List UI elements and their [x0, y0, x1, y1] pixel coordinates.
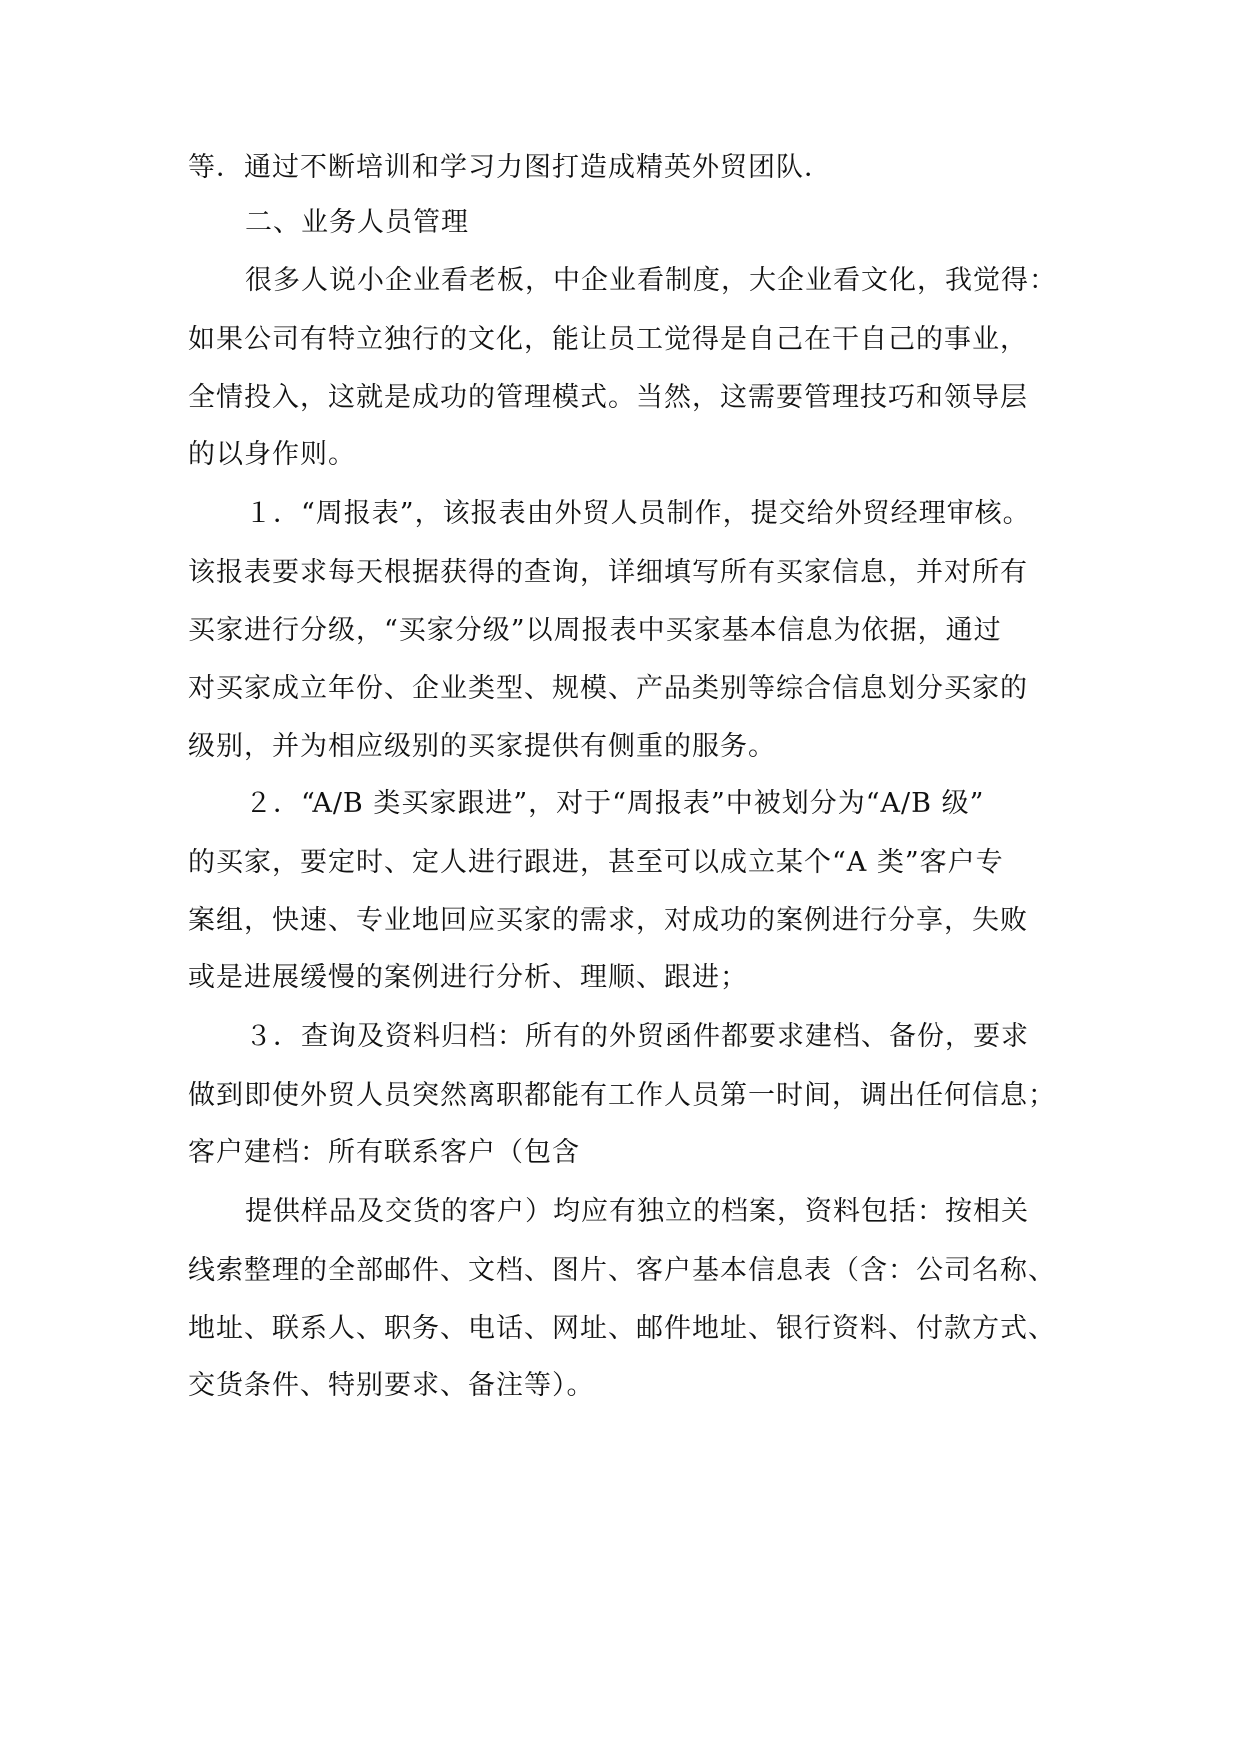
paragraph-line: 案组，快速、专业地回应买家的需求，对成功的案例进行分享，失败	[188, 905, 1028, 936]
list-item-line: １．“周报表”，该报表由外贸人员制作，提交给外贸经理审核。	[245, 498, 1031, 529]
paragraph-line: 的以身作则。	[188, 439, 356, 470]
paragraph-line: 地址、联系人、职务、电话、网址、邮件地址、银行资料、付款方式、	[188, 1313, 1056, 1344]
paragraph-line: 或是进展缓慢的案例进行分析、理顺、跟进；	[188, 962, 748, 993]
list-item-line: ３．查询及资料归档：所有的外贸函件都要求建档、备份，要求	[245, 1021, 1029, 1052]
paragraph-line: 级别，并为相应级别的买家提供有侧重的服务。	[188, 731, 776, 762]
paragraph-line: 客户建档：所有联系客户（包含	[188, 1137, 580, 1168]
paragraph-line: 线索整理的全部邮件、文档、图片、客户基本信息表（含：公司名称、	[188, 1255, 1056, 1286]
paragraph-line: 该报表要求每天根据获得的查询，详细填写所有买家信息，并对所有	[188, 557, 1028, 588]
paragraph-line: 等．通过不断培训和学习力图打造成精英外贸团队．	[188, 152, 832, 183]
paragraph-line: 交货条件、特别要求、备注等）。	[188, 1370, 595, 1401]
paragraph-line: 做到即使外贸人员突然离职都能有工作人员第一时间，调出任何信息；	[188, 1080, 1056, 1111]
paragraph-line: 提供样品及交货的客户）均应有独立的档案，资料包括：按相关	[245, 1196, 1029, 1227]
paragraph-line: 很多人说小企业看老板，中企业看制度，大企业看文化，我觉得：	[245, 265, 1057, 296]
paragraph-line: 全情投入，这就是成功的管理模式。当然，这需要管理技巧和领导层	[188, 382, 1028, 413]
paragraph-line: 买家进行分级，“买家分级”以周报表中买家基本信息为依据，通过	[188, 615, 1002, 646]
list-item-line: ２．“A/B 类买家跟进”，对于“周报表”中被划分为“A/B 级”	[245, 788, 985, 819]
section-heading: 二、业务人员管理	[245, 207, 469, 238]
paragraph-line: 如果公司有特立独行的文化，能让员工觉得是自己在干自己的事业，	[188, 324, 1028, 355]
paragraph-line: 的买家，要定时、定人进行跟进，甚至可以成立某个“A 类”客户专	[188, 847, 1004, 878]
paragraph-line: 对买家成立年份、企业类型、规模、产品类别等综合信息划分买家的	[188, 673, 1028, 704]
